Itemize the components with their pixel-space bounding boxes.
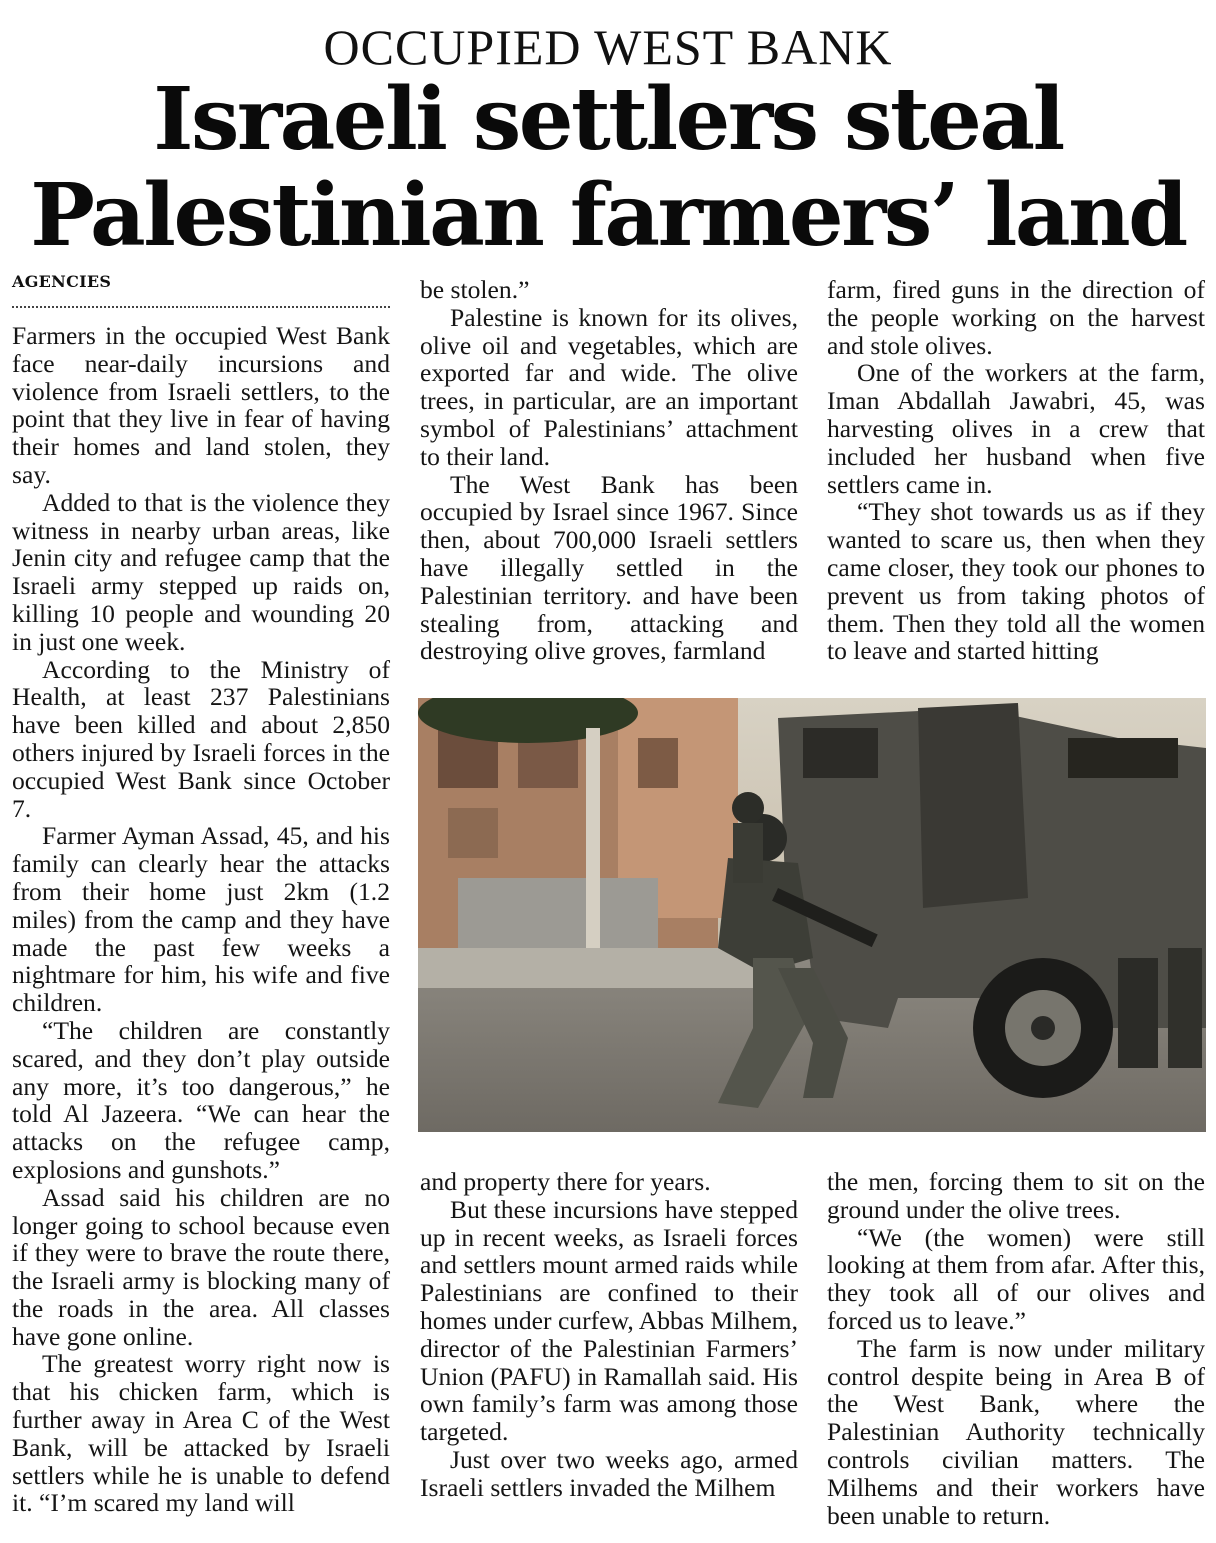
paragraph: The farm is now under military control despite being in Area B of the West Bank, where the Palestinian Authority technically controls civilian matters. The Milhems and their workers have been unable to return.	[827, 1333, 1205, 1530]
news-photo	[418, 698, 1206, 1132]
paragraph: Just over two weeks ago, armed Israeli settlers invaded the Milhem	[420, 1444, 798, 1502]
paragraph: and property there for years.	[420, 1167, 711, 1196]
article-column-2-top	[420, 276, 798, 665]
paragraph: The West Bank has been occupied by Israel since 1967. Since then, about 700,000 Israeli settlers have illegally settled in the Palestinian territory. and have been stealing from, attacking and destroying olive groves, farmland	[420, 469, 798, 666]
paragraph: Palestine is known for its olives, olive oil and vegetables, which are exported far and wide. The olive trees, in particular, are an important symbol of Palestinians’ attachment to their land.	[420, 302, 798, 471]
paragraph: Added to that is the violence they witness in nearby urban areas, like Jenin city and refugee camp that the Israeli army stepped up raids on, killing 10 people and wounding 20 in just one week.	[12, 487, 390, 656]
paragraph: “They shot towards us as if they wanted to scare us, then when they came closer, they took our phones to prevent us from taking photos of them. Then they told all the women to leave and started hitting	[827, 497, 1205, 666]
paragraph: be stolen.”	[420, 275, 530, 304]
article-column-2-bottom	[420, 1168, 798, 1502]
section-kicker: OCCUPIED WEST BANK	[323, 19, 893, 75]
paragraph: The greatest worry right now is that his chicken farm, which is further away in Area C of the West Bank, will be attacked by Israeli settlers while he is unable to defend it. “I’m scared my land will	[12, 1349, 390, 1518]
paragraph: According to the Ministry of Health, at least 237 Palestinians have been killed and about 2,850 others injured by Israeli forces in the occupied West Bank since October 7.	[12, 654, 390, 823]
paragraph: farm, fired guns in the direction of the people working on the harvest and stole olives.	[827, 275, 1205, 360]
paragraph: “We (the women) were still looking at them from afar. After this, they took all of our olives and forced us to leave.”	[827, 1222, 1205, 1335]
paragraph: Farmer Ayman Assad, 45, and his family can clearly hear the attacks from their home just 2km (1.2 miles) from the camp and they have made the past few weeks a nightmare for him, his wife and five children.	[12, 821, 390, 1018]
paragraph: “The children are constantly scared, and they don’t play outside any more, it’s too dangerous,” he told Al Jazeera. “We can hear the attacks on the refugee camp, explosions and gunshots.”	[12, 1015, 390, 1184]
byline: AGENCIES	[12, 272, 112, 291]
paragraph: Farmers in the occupied West Bank face near-daily incursions and violence from Israeli settlers, to the point that they live in fear of having their homes and land stolen, they say.	[12, 321, 390, 489]
article-column-3-top	[827, 276, 1205, 665]
article-column-3-bottom	[827, 1168, 1205, 1529]
headline: Israeli settlers steal Palestinian farmers’ land	[30, 69, 1186, 266]
byline-divider	[12, 306, 390, 308]
paragraph: Assad said his children are no longer going to school because even if they were to brave the route there, the Israeli army is blocking many of the roads in the area. All classes have gone online.	[12, 1182, 390, 1351]
article-column-1	[12, 322, 390, 1517]
paragraph: the men, forcing them to sit on the ground under the olive trees.	[827, 1167, 1205, 1224]
paragraph: But these incursions have stepped up in recent weeks, as Israeli forces and settlers mount armed raids while Palestinians are confined to their homes under curfew, Abbas Milhem, director of the Palestinian Farmers’ Union (PAFU) in Ramallah said. His own family’s farm was among those targeted.	[420, 1194, 798, 1447]
paragraph: One of the workers at the farm, Iman Abdallah Jawabri, 45, was harvesting olives in a crew that included her husband when five settlers came in.	[827, 358, 1205, 499]
